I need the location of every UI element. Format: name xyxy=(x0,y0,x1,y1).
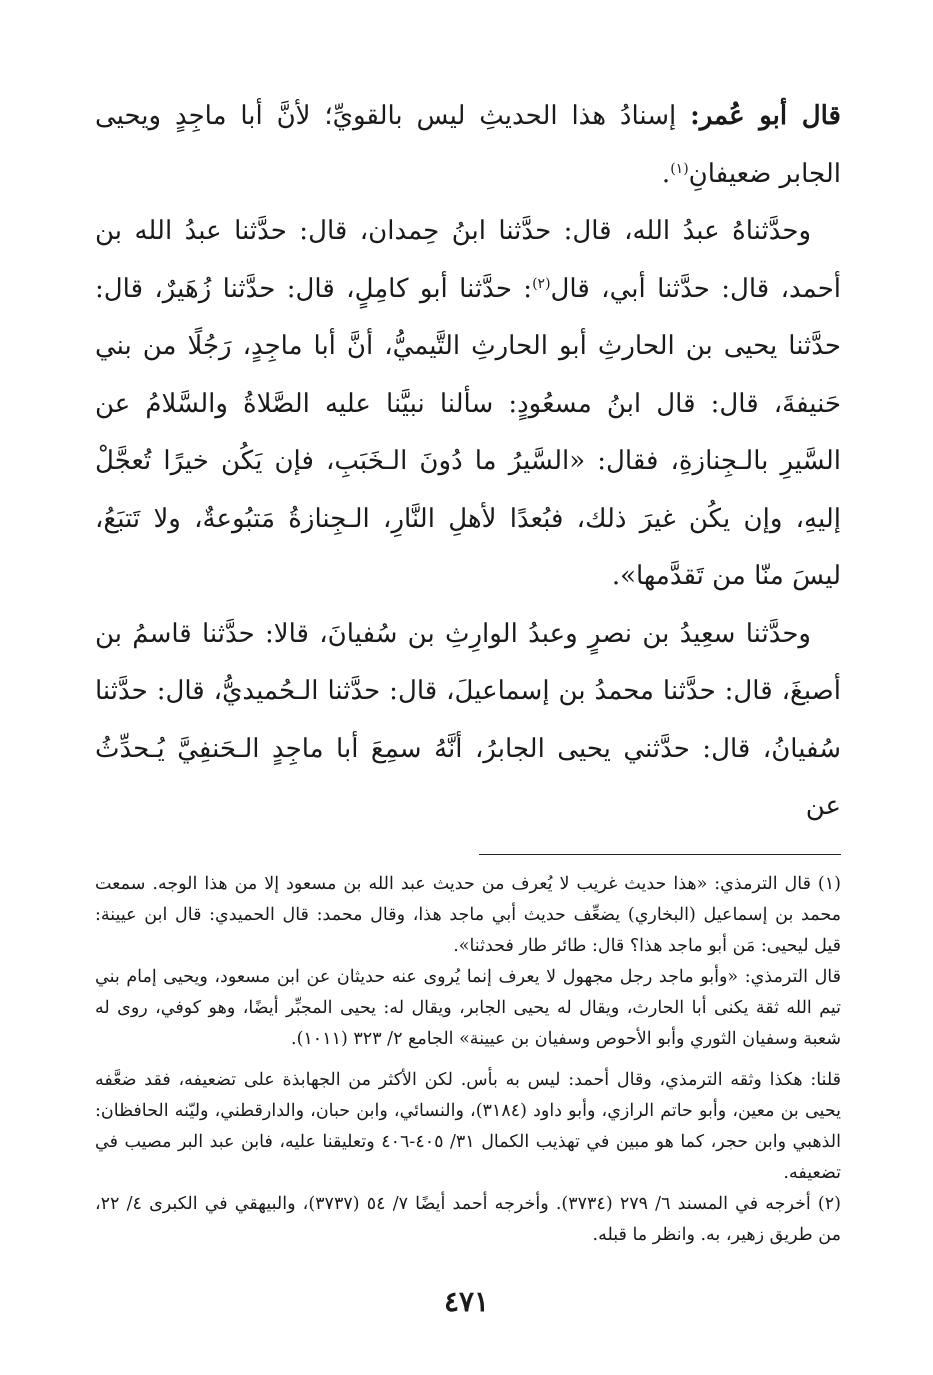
footnote-ref-1: (١) xyxy=(670,160,689,177)
footnote-1-commentary: قلنا: هكذا وثقه الترمذي، وقال أحمد: ليس به بأس. لكن الأكثر من الجهابذة على تضعيفه، فقد ضعَّفه يحيى بن معين، وأبو حاتم الرازي، وأبو داود (٣١٨٤)، والنسائي، وابن حبان، والدارقطني، وليّنه الحافظان: الذهبي وابن حجر، كما هو مبين في تهذيب الكمال ٣١/ ٤٠٥-٤٠٦ وتعليقنا عليه، فابن عبد البر مصيب في تضعيفه. xyxy=(95,1069,841,1183)
paragraph-1-end: . xyxy=(661,158,671,189)
speaker-label: قال أبو عُمر: xyxy=(690,101,841,131)
footnote-1-continued: قال الترمذي: «وأبو ماجد رجل مجهول لا يعرف إنما يُروى عنه حديثان عن ابن مسعود، ويحيى إمام بني تيم الله ثقة يكنى أبا الحارث، ويقال له يحيى الجابر، ويقال له: يحيى المجبِّر أيضًا، وهو كوفي، روى له شعبة وسفيان الثوري وأبو الأحوص وسفيان بن عيينة» الجامع ٢/ ٣٢٣ (١٠١١). xyxy=(95,966,841,1049)
paragraph-2 xyxy=(95,203,841,606)
footnote-ref-2: (٢) xyxy=(532,275,551,292)
footnote-divider xyxy=(479,854,841,855)
paragraph-3: وحدَّثنا سعِيدُ بن نصرٍ وعبدُ الوارِثِ بن سُفيانَ، قالا: حدَّثنا قاسمُ بن أصبغَ، قال: حدَّثنا محمدُ بن إسماعيلَ، قال: حدَّثنا الـحُميديُّ، قال: حدَّثنا سُفيانُ، قال: حدَّثني يحيى الجابرُ، أنَّهُ سمِعَ أبا ماجِدٍ الـحَنفِيَّ يُـحدِّثُ عن xyxy=(95,618,841,821)
page-body xyxy=(95,88,841,1251)
page-number: ٤٧١ xyxy=(443,1285,490,1318)
footnotes xyxy=(95,869,841,1251)
footnote-1: (١) قال الترمذي: «هذا حديث غريب لا يُعرف من حديث عبد الله بن مسعود إلا من هذا الوجه. سمعت محمد بن إسماعيل (البخاري) يضعِّف حديث أبي ماجد هذا، وقال محمد: قال الحميدي: قال ابن عيينة: قيل ليحيى: مَن أبو ماجد هذا؟ قال: طائر طار فحدثنا». xyxy=(95,873,841,956)
footnote-2: (٢) أخرجه في المسند ٦/ ٢٧٩ (٣٧٣٤). وأخرجه أحمد أيضًا ٧/ ٥٤ (٣٧٣٧)، والبيهقي في الكبرى ٤/ ٢٢، من طريق زهير، به. وانظر ما قبله. xyxy=(95,1193,841,1245)
paragraph-1-text: إسنادُ هذا الحديثِ ليس بالقويِّ؛ لأنَّ أبا ماجِدٍ ويحيى الجابر ضعيفانِ xyxy=(95,101,841,189)
paragraph-2-text-b: : حدَّثنا أبو كامِلٍ، قال: حدَّثنا زُهَيرٌ، قال: حدَّثنا يحيى بن الحارثِ أبو الحارثِ التَّيميُّ، أنَّ أبا ماجِدٍ، رَجُلًا من بني حَنيفةَ، قال: قال ابنُ مسعُودٍ: سألنا نبيَّنا عليه الصَّلاةُ والسَّلامُ عن السَّيرِ بالـجِنازةِ، فقال: «السَّيرُ ما دُونَ الـخَبَبِ، فإن يَكُن خيرًا تُعجَّلْ إليهِ، وإن يكُن غيرَ ذلك، فبُعدًا لأهلِ النَّارِ، الـجِنازةُ مَتبُوعةٌ، ولا تَتبَعُ، ليسَ منّا من تَقدَّمها». xyxy=(95,273,841,591)
paragraph-2-text-a: وحدَّثناهُ عبدُ الله، قال: حدَّثنا ابنُ حِمدان، قال: حدَّثنا عبدُ الله بن أحمد، قال: حدَّثنا أبي، قال xyxy=(95,216,841,304)
main-text xyxy=(95,88,841,836)
paragraph-1 xyxy=(95,88,841,203)
